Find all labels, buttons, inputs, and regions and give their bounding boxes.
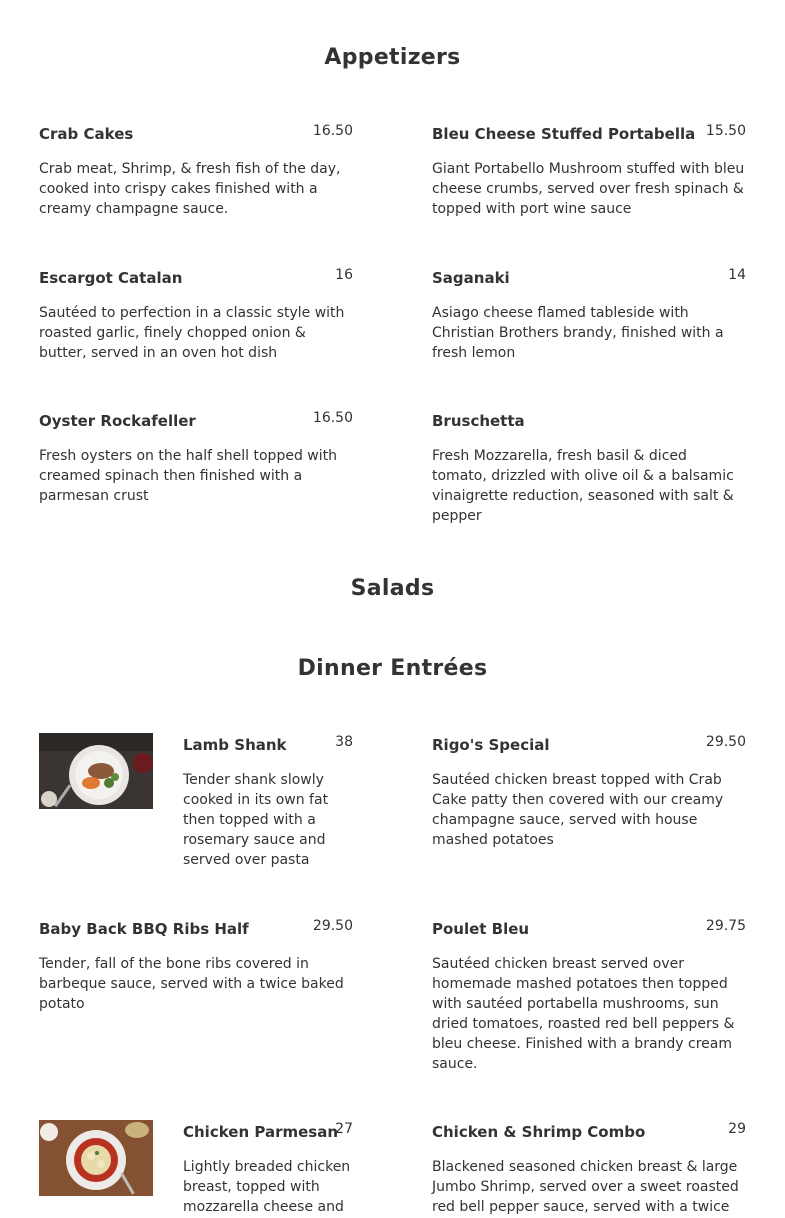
- item-name: Chicken Parmesan: [183, 1123, 339, 1141]
- item-description: Asiago cheese flamed tableside with Christian Brothers brandy, finished with a fresh lemon: [432, 305, 724, 361]
- item-description: Fresh oysters on the half shell topped with creamed spinach then finished with a parmesan crust: [39, 448, 337, 504]
- section-title-salads: Salads: [350, 576, 435, 601]
- item-description: Fresh Mozzarella, fresh basil & diced tomato, drizzled with olive oil & a balsamic vinaigrette reduction, seasoned with salt & pepper: [432, 448, 734, 524]
- item-price: 29.50: [312, 918, 353, 934]
- menu-item-crab-cakes: [39, 125, 353, 225]
- menu-item-bruschetta: [432, 412, 746, 532]
- item-description: Blackened seasoned chicken breast & large Jumbo Shrimp, served over a sweet roasted red bell pepper sauce, served with a twice: [432, 1159, 739, 1215]
- item-name: Escargot Catalan: [39, 269, 183, 287]
- item-name: Poulet Bleu: [432, 920, 530, 938]
- menu-item-poulet-bleu: [432, 920, 746, 1080]
- item-name: Oyster Rockafeller: [39, 412, 196, 430]
- item-name: Lamb Shank: [183, 736, 287, 754]
- lamb-shank-photo[interactable]: [39, 733, 153, 809]
- item-name: Saganaki: [432, 269, 510, 287]
- item-price: 38: [335, 734, 353, 750]
- item-price: 27: [335, 1121, 353, 1137]
- item-name: Baby Back BBQ Ribs Half: [39, 920, 249, 938]
- item-description: Giant Portabello Mushroom stuffed with bleu cheese crumbs, served over fresh spinach & topped with port wine sauce: [432, 161, 745, 217]
- menu-item-oyster-rockafeller: [39, 412, 353, 512]
- item-description: Lightly breaded chicken breast, topped with mozzarella cheese and: [183, 1159, 351, 1215]
- item-name: Chicken & Shrimp Combo: [432, 1123, 646, 1141]
- menu-item-rigos-special: [432, 736, 746, 856]
- item-price: 29: [728, 1121, 746, 1137]
- item-price: 16: [335, 267, 353, 283]
- item-price: 29.75: [705, 918, 746, 934]
- chicken-parmesan-photo[interactable]: [39, 1120, 153, 1196]
- menu-item-bleu-cheese-portabella: [432, 125, 746, 225]
- item-name: Crab Cakes: [39, 125, 134, 143]
- item-description: Tender shank slowly cooked in its own fat then topped with a rosemary sauce and served over pasta: [183, 772, 329, 868]
- item-price: 16.50: [312, 123, 353, 139]
- item-description: Sautéed to perfection in a classic style with roasted garlic, finely chopped onion & butter, served in an oven hot dish: [39, 305, 345, 361]
- menu-item-bbq-ribs: [39, 920, 353, 1020]
- menu-item-saganaki: [432, 269, 746, 369]
- item-price: 16.50: [312, 410, 353, 426]
- item-description: Tender, fall of the bone ribs covered in barbeque sauce, served with a twice baked potato: [39, 956, 344, 1012]
- menu-item-chicken-parmesan: [183, 1123, 353, 1218]
- section-title-entrees: Dinner Entrées: [297, 656, 488, 681]
- menu-item-lamb-shank: [183, 736, 353, 876]
- item-price: 15.50: [705, 123, 746, 139]
- item-price: 14: [728, 267, 746, 283]
- item-description: Sautéed chicken breast topped with Crab Cake patty then covered with our creamy champagne sauce, served with house mashed potatoes: [432, 772, 724, 848]
- item-description: Sautéed chicken breast served over homemade mashed potatoes then topped with sautéed portabella mushrooms, sun dried tomatoes, roasted red bell peppers & bleu cheese. Finished with a brandy cream sauce.: [432, 956, 735, 1072]
- section-title-appetizers: Appetizers: [324, 45, 461, 70]
- menu-item-chicken-shrimp-combo: [432, 1123, 746, 1218]
- item-name: Rigo's Special: [432, 736, 550, 754]
- item-price: 29.50: [705, 734, 746, 750]
- menu-item-escargot-catalan: [39, 269, 353, 369]
- item-description: Crab meat, Shrimp, & fresh fish of the day, cooked into crispy cakes finished with a creamy champagne sauce.: [39, 161, 341, 217]
- item-name: Bleu Cheese Stuffed Portabella: [432, 125, 696, 143]
- item-name: Bruschetta: [432, 412, 525, 430]
